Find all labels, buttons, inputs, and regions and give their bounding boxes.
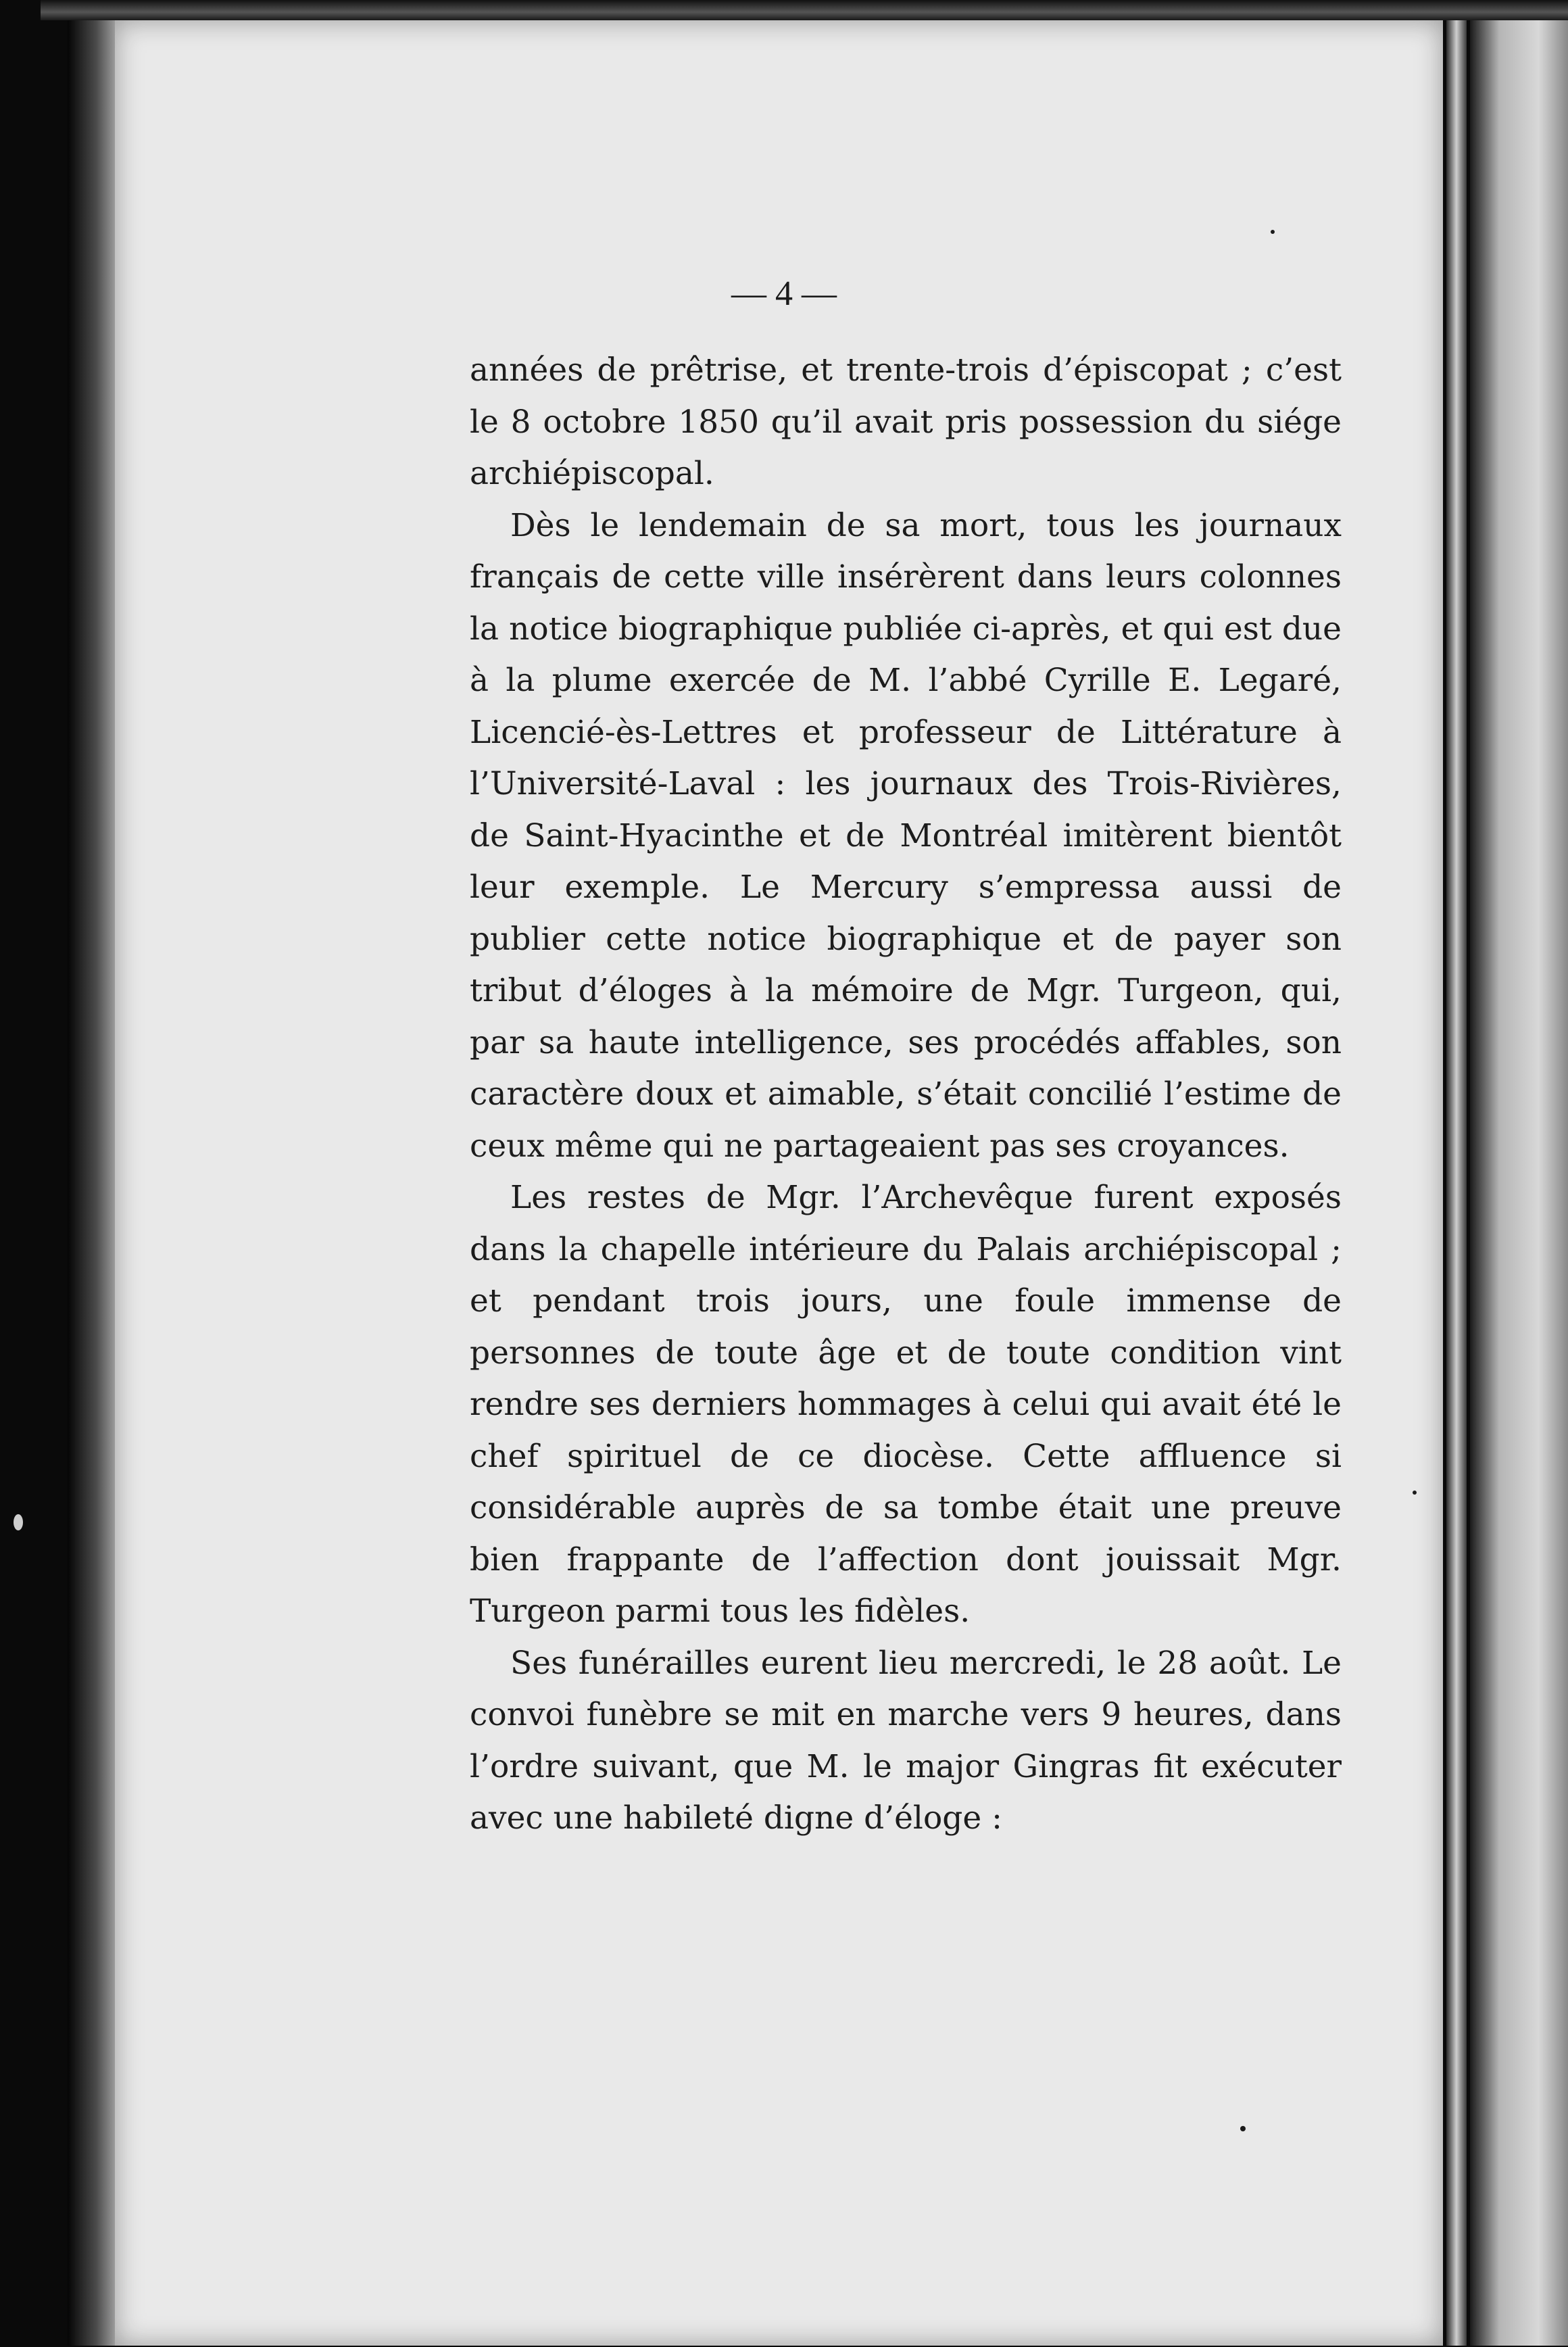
paragraph-3: Les restes de Mgr. l’Archevêque furent exposés dans la chapelle intérieure du Palais archiépiscopal ; et pendant trois jours, une foule immense de personnes de toute âge et de toute condition vint rendre ses derniers hommages à celui qui avait été le chef spirituel de ce diocèse. Cette affluence si considérable auprès de sa tombe était une preuve bien frappante de l’affection dont jouissait Mgr. Turgeon parmi tous les fidèles. (470, 1179, 1342, 1630)
scan-speck (1413, 1491, 1417, 1495)
scan-speck (14, 1514, 23, 1530)
scan-left-edge (68, 20, 115, 2346)
paragraph-1: années de prêtrise, et trente-trois d’épiscopat ; c’est le 8 octobre 1850 qu’il avait pris possession du siége archiépiscopal. (470, 352, 1342, 492)
adjacent-page-edge (1470, 20, 1568, 2346)
paragraph-4: Ses funérailles eurent lieu mercredi, le 28 août. Le convoi funèbre se mit en marche vers 9 heures, dans l’ordre suivant, que M. le major Gingras fit exécuter avec une habileté digne d’éloge : (470, 1644, 1342, 1837)
page-number: — 4 — (731, 274, 837, 313)
scan-speck (1240, 2126, 1246, 2131)
body-text (470, 345, 1342, 1845)
paragraph-2: Dès le lendemain de sa mort, tous les journaux français de cette ville insérèrent dans leurs colonnes la notice biographique publiée ci-après, et qui est due à la plume exercée de M. l’abbé Cyrille E. Legaré, Licencié-ès-Lettres et professeur de Littérature à l’Université-Laval : les journaux des Trois-Rivières, de Saint-Hyacinthe et de Montréal imitèrent bientôt leur exemple. Le Mercury s’empressa aussi de publier cette notice biographique et de payer son tribut d’éloges à la mémoire de Mgr. Turgeon, qui, par sa haute intelligence, ses procédés affables, son caractère doux et aimable, s’était concilié l’estime de ceux même qui ne partageaient pas ses croyances. (470, 506, 1342, 1165)
scan-top-edge (41, 0, 1568, 20)
scan-speck (1271, 230, 1275, 234)
page-gutter-right (1446, 20, 1467, 2346)
